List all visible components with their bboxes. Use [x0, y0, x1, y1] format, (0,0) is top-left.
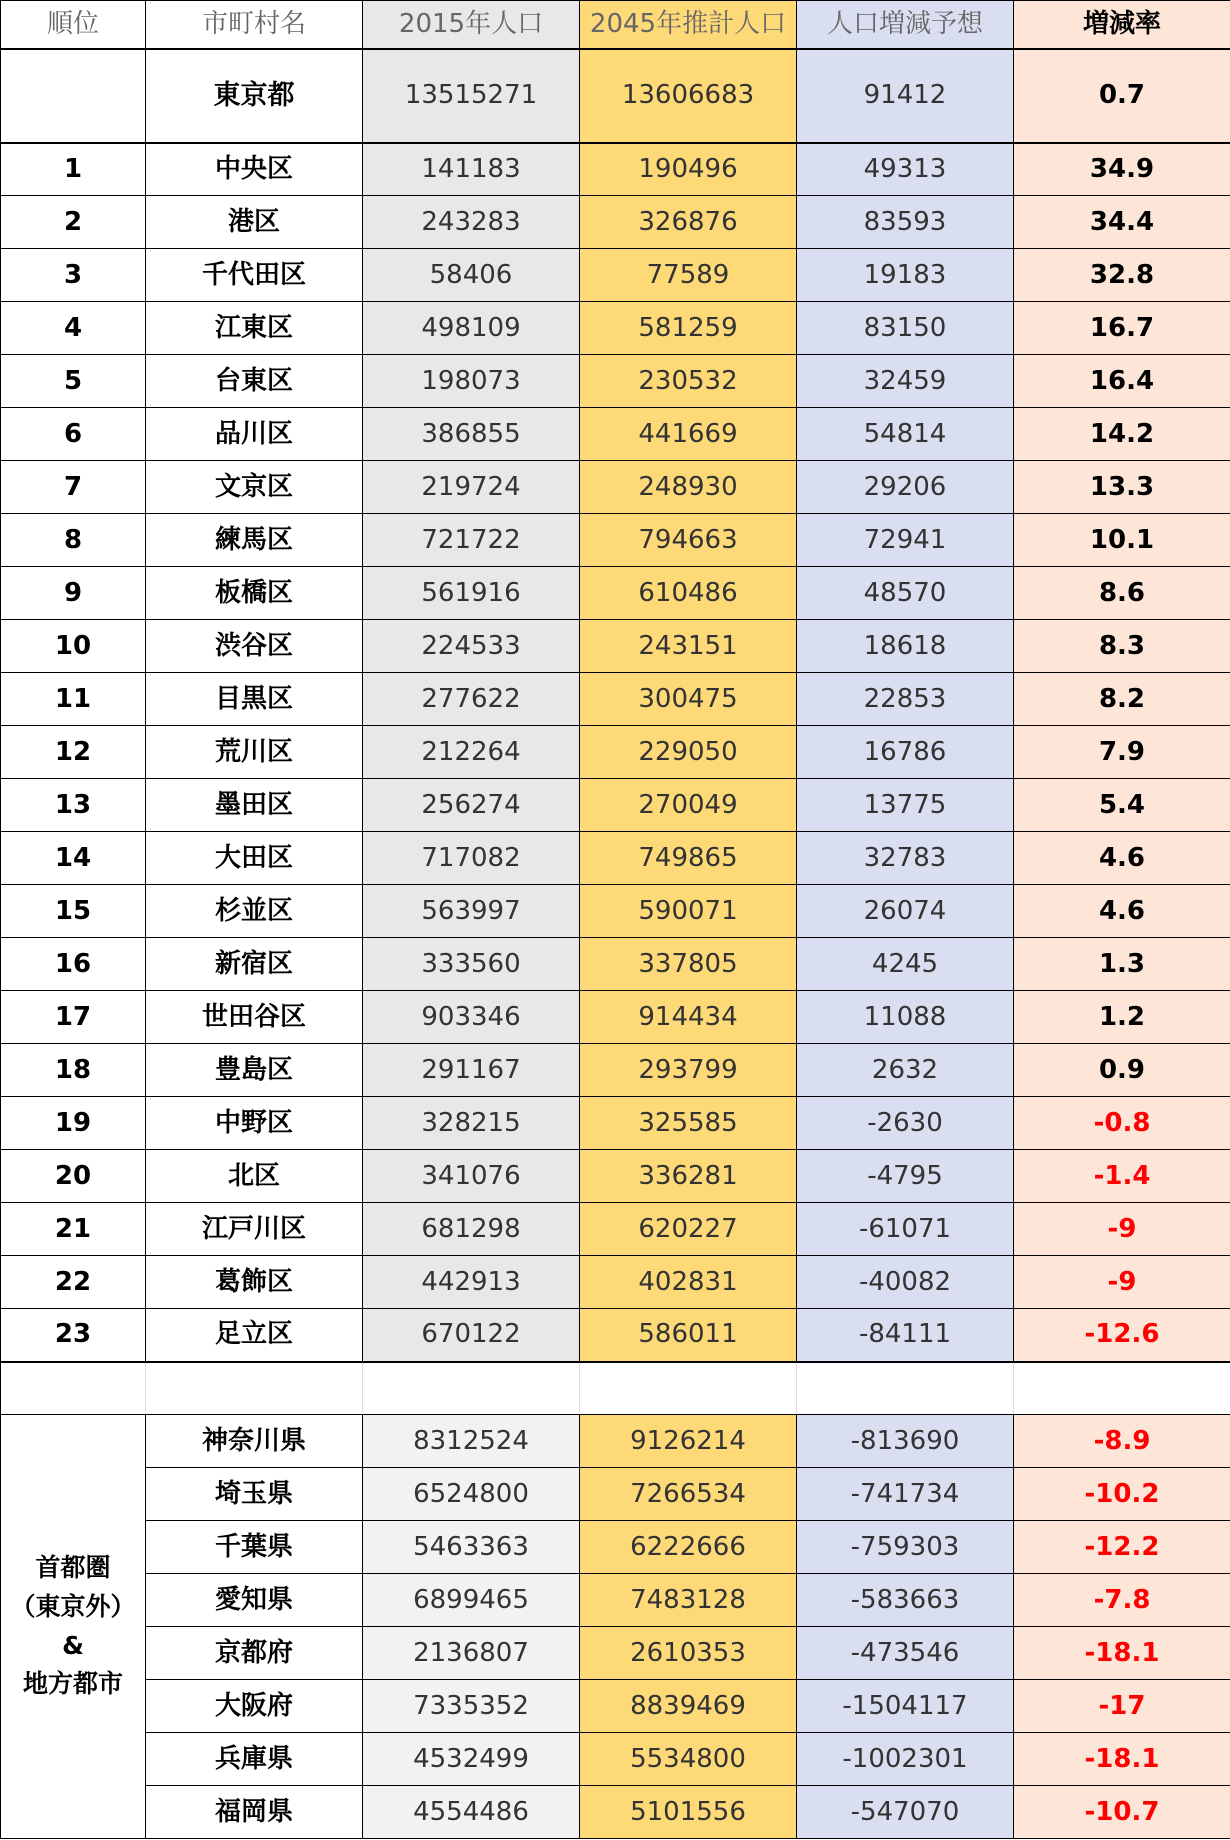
ward-row [1, 885, 1230, 938]
ward-name: 板橋区 [146, 567, 363, 620]
ward-name: 港区 [146, 196, 363, 249]
prefecture-pop2015: 5463363 [363, 1521, 580, 1574]
prefecture-row [1, 1521, 1230, 1574]
ward-row [1, 779, 1230, 832]
ward-rate: 13.3 [1014, 461, 1230, 514]
ward-diff: 29206 [797, 461, 1014, 514]
prefecture-pop2045: 5534800 [580, 1733, 797, 1786]
ward-rank: 9 [1, 567, 146, 620]
ward-diff: -61071 [797, 1203, 1014, 1256]
ward-rate: 8.6 [1014, 567, 1230, 620]
ward-diff: 18618 [797, 620, 1014, 673]
ward-pop2015: 243283 [363, 196, 580, 249]
ward-pop2045: 77589 [580, 249, 797, 302]
ward-pop2015: 291167 [363, 1044, 580, 1097]
ward-row [1, 726, 1230, 779]
ward-rate: 34.9 [1014, 143, 1230, 196]
ward-pop2045: 243151 [580, 620, 797, 673]
prefecture-diff: -741734 [797, 1468, 1014, 1521]
group-label-line: 地方都市 [22, 1669, 123, 1699]
ward-pop2045: 402831 [580, 1256, 797, 1309]
prefecture-name: 福岡県 [146, 1786, 363, 1839]
prefecture-rate: -10.2 [1014, 1468, 1230, 1521]
prefecture-pop2015: 2136807 [363, 1627, 580, 1680]
ward-pop2015: 212264 [363, 726, 580, 779]
ward-row [1, 938, 1230, 991]
header-rate: 増減率 [1014, 1, 1230, 49]
spacer-cell [580, 1362, 797, 1415]
ward-pop2045: 230532 [580, 355, 797, 408]
ward-rate: -12.6 [1014, 1309, 1230, 1362]
prefecture-rate: -18.1 [1014, 1733, 1230, 1786]
ward-name: 文京区 [146, 461, 363, 514]
ward-rank: 15 [1, 885, 146, 938]
prefecture-diff: -473546 [797, 1627, 1014, 1680]
ward-pop2015: 198073 [363, 355, 580, 408]
prefecture-rate: -17 [1014, 1680, 1230, 1733]
spacer-cell [146, 1362, 363, 1415]
prefecture-row [1, 1733, 1230, 1786]
tokyo-pop2015: 13515271 [363, 49, 580, 143]
ward-rank: 14 [1, 832, 146, 885]
ward-rank: 3 [1, 249, 146, 302]
ward-pop2045: 270049 [580, 779, 797, 832]
header-rank: 順位 [1, 1, 146, 49]
ward-row [1, 249, 1230, 302]
prefecture-name: 愛知県 [146, 1574, 363, 1627]
ward-diff: 54814 [797, 408, 1014, 461]
ward-row [1, 196, 1230, 249]
ward-name: 江戸川区 [146, 1203, 363, 1256]
prefecture-diff: -759303 [797, 1521, 1014, 1574]
ward-name: 台東区 [146, 355, 363, 408]
ward-pop2045: 248930 [580, 461, 797, 514]
ward-rank: 21 [1, 1203, 146, 1256]
ward-pop2045: 441669 [580, 408, 797, 461]
tokyo-rate: 0.7 [1014, 49, 1230, 143]
ward-rate: 16.4 [1014, 355, 1230, 408]
ward-name: 中央区 [146, 143, 363, 196]
ward-row [1, 1309, 1230, 1362]
ward-row [1, 143, 1230, 196]
group-label [1, 1415, 146, 1839]
group-label-line: & [62, 1630, 84, 1660]
ward-diff: 22853 [797, 673, 1014, 726]
prefecture-pop2045: 6222666 [580, 1521, 797, 1574]
ward-row [1, 832, 1230, 885]
ward-rank: 19 [1, 1097, 146, 1150]
prefecture-pop2015: 7335352 [363, 1680, 580, 1733]
ward-pop2045: 229050 [580, 726, 797, 779]
ward-diff: -40082 [797, 1256, 1014, 1309]
ward-pop2015: 498109 [363, 302, 580, 355]
ward-name: 墨田区 [146, 779, 363, 832]
tokyo-diff: 91412 [797, 49, 1014, 143]
ward-diff: -4795 [797, 1150, 1014, 1203]
prefecture-row [1, 1468, 1230, 1521]
prefecture-row [1, 1786, 1230, 1839]
ward-name: 大田区 [146, 832, 363, 885]
prefecture-pop2045: 9126214 [580, 1415, 797, 1468]
ward-diff: 48570 [797, 567, 1014, 620]
prefecture-row [1, 1574, 1230, 1627]
ward-rate: -1.4 [1014, 1150, 1230, 1203]
ward-pop2045: 325585 [580, 1097, 797, 1150]
spacer-cell [1014, 1362, 1230, 1415]
ward-row [1, 991, 1230, 1044]
ward-rate: 8.2 [1014, 673, 1230, 726]
header-name: 市町村名 [146, 1, 363, 49]
ward-diff: 13775 [797, 779, 1014, 832]
ward-rate: 16.7 [1014, 302, 1230, 355]
ward-rate: 34.4 [1014, 196, 1230, 249]
ward-pop2045: 581259 [580, 302, 797, 355]
header-pop2045: 2045年推計人口 [580, 1, 797, 49]
ward-pop2015: 341076 [363, 1150, 580, 1203]
ward-rate: 1.2 [1014, 991, 1230, 1044]
ward-name: 練馬区 [146, 514, 363, 567]
ward-pop2015: 561916 [363, 567, 580, 620]
ward-row [1, 1150, 1230, 1203]
tokyo-pop2045: 13606683 [580, 49, 797, 143]
ward-pop2045: 590071 [580, 885, 797, 938]
ward-rate: 32.8 [1014, 249, 1230, 302]
prefecture-diff: -813690 [797, 1415, 1014, 1468]
prefecture-rate: -12.2 [1014, 1521, 1230, 1574]
ward-diff: 2632 [797, 1044, 1014, 1097]
header-pop2015: 2015年人口 [363, 1, 580, 49]
ward-pop2015: 721722 [363, 514, 580, 567]
ward-pop2045: 749865 [580, 832, 797, 885]
spacer-cell [363, 1362, 580, 1415]
ward-name: 葛飾区 [146, 1256, 363, 1309]
ward-pop2015: 563997 [363, 885, 580, 938]
ward-rate: 7.9 [1014, 726, 1230, 779]
group-label-line: （東京外） [10, 1591, 136, 1621]
ward-rank: 17 [1, 991, 146, 1044]
prefecture-pop2015: 6524800 [363, 1468, 580, 1521]
ward-pop2045: 586011 [580, 1309, 797, 1362]
ward-row [1, 567, 1230, 620]
prefecture-pop2045: 7266534 [580, 1468, 797, 1521]
ward-row [1, 302, 1230, 355]
ward-pop2015: 219724 [363, 461, 580, 514]
ward-diff: 32783 [797, 832, 1014, 885]
prefecture-row [1, 1415, 1230, 1468]
ward-diff: 26074 [797, 885, 1014, 938]
ward-diff: 11088 [797, 991, 1014, 1044]
prefecture-rate: -18.1 [1014, 1627, 1230, 1680]
ward-rank: 16 [1, 938, 146, 991]
ward-pop2015: 681298 [363, 1203, 580, 1256]
header-diff: 人口増減予想 [797, 1, 1014, 49]
ward-rank: 2 [1, 196, 146, 249]
ward-pop2015: 386855 [363, 408, 580, 461]
ward-diff: 83593 [797, 196, 1014, 249]
ward-name: 千代田区 [146, 249, 363, 302]
prefecture-pop2045: 7483128 [580, 1574, 797, 1627]
ward-pop2045: 336281 [580, 1150, 797, 1203]
ward-rate: 4.6 [1014, 832, 1230, 885]
ward-pop2015: 333560 [363, 938, 580, 991]
ward-pop2045: 190496 [580, 143, 797, 196]
ward-diff: -2630 [797, 1097, 1014, 1150]
prefecture-pop2015: 6899465 [363, 1574, 580, 1627]
ward-rate: 10.1 [1014, 514, 1230, 567]
ward-rank: 23 [1, 1309, 146, 1362]
ward-pop2015: 141183 [363, 143, 580, 196]
ward-diff: 19183 [797, 249, 1014, 302]
ward-rate: 4.6 [1014, 885, 1230, 938]
ward-pop2045: 293799 [580, 1044, 797, 1097]
prefecture-rate: -8.9 [1014, 1415, 1230, 1468]
prefecture-name: 兵庫県 [146, 1733, 363, 1786]
ward-rank: 1 [1, 143, 146, 196]
ward-row [1, 1044, 1230, 1097]
header-row [1, 1, 1230, 49]
prefecture-diff: -583663 [797, 1574, 1014, 1627]
ward-name: 豊島区 [146, 1044, 363, 1097]
ward-rank: 20 [1, 1150, 146, 1203]
tokyo-rank [1, 49, 146, 143]
ward-rate: 1.3 [1014, 938, 1230, 991]
ward-rank: 6 [1, 408, 146, 461]
ward-name: 品川区 [146, 408, 363, 461]
ward-diff: 32459 [797, 355, 1014, 408]
ward-row [1, 355, 1230, 408]
ward-rate: -0.8 [1014, 1097, 1230, 1150]
ward-row [1, 1203, 1230, 1256]
ward-rank: 13 [1, 779, 146, 832]
prefecture-diff: -1002301 [797, 1733, 1014, 1786]
ward-rate: -9 [1014, 1203, 1230, 1256]
prefecture-pop2045: 5101556 [580, 1786, 797, 1839]
ward-pop2015: 670122 [363, 1309, 580, 1362]
ward-diff: 49313 [797, 143, 1014, 196]
ward-rate: 0.9 [1014, 1044, 1230, 1097]
ward-pop2045: 794663 [580, 514, 797, 567]
prefecture-rate: -7.8 [1014, 1574, 1230, 1627]
ward-rank: 4 [1, 302, 146, 355]
ward-pop2015: 256274 [363, 779, 580, 832]
spacer-cell [1, 1362, 146, 1415]
prefecture-diff: -1504117 [797, 1680, 1014, 1733]
ward-pop2045: 610486 [580, 567, 797, 620]
ward-name: 杉並区 [146, 885, 363, 938]
ward-name: 北区 [146, 1150, 363, 1203]
prefecture-row [1, 1627, 1230, 1680]
ward-diff: 72941 [797, 514, 1014, 567]
prefecture-pop2015: 4532499 [363, 1733, 580, 1786]
ward-pop2015: 328215 [363, 1097, 580, 1150]
prefecture-diff: -547070 [797, 1786, 1014, 1839]
ward-name: 新宿区 [146, 938, 363, 991]
ward-rank: 18 [1, 1044, 146, 1097]
ward-pop2015: 717082 [363, 832, 580, 885]
prefecture-name: 京都府 [146, 1627, 363, 1680]
ward-rate: 14.2 [1014, 408, 1230, 461]
ward-name: 目黒区 [146, 673, 363, 726]
prefecture-pop2015: 4554486 [363, 1786, 580, 1839]
ward-rank: 11 [1, 673, 146, 726]
ward-pop2015: 903346 [363, 991, 580, 1044]
ward-rank: 10 [1, 620, 146, 673]
ward-row [1, 1097, 1230, 1150]
ward-rank: 12 [1, 726, 146, 779]
ward-row [1, 408, 1230, 461]
prefecture-name: 埼玉県 [146, 1468, 363, 1521]
ward-pop2045: 326876 [580, 196, 797, 249]
prefecture-row [1, 1680, 1230, 1733]
ward-pop2045: 337805 [580, 938, 797, 991]
spacer-row [1, 1362, 1230, 1415]
ward-rank: 8 [1, 514, 146, 567]
ward-pop2015: 58406 [363, 249, 580, 302]
ward-rate: 8.3 [1014, 620, 1230, 673]
ward-rank: 5 [1, 355, 146, 408]
ward-row [1, 461, 1230, 514]
ward-name: 足立区 [146, 1309, 363, 1362]
tokyo-row [1, 49, 1230, 143]
prefecture-pop2015: 8312524 [363, 1415, 580, 1468]
ward-rank: 7 [1, 461, 146, 514]
ward-diff: 16786 [797, 726, 1014, 779]
ward-pop2015: 277622 [363, 673, 580, 726]
spacer-cell [797, 1362, 1014, 1415]
ward-pop2045: 620227 [580, 1203, 797, 1256]
ward-pop2045: 300475 [580, 673, 797, 726]
ward-pop2015: 224533 [363, 620, 580, 673]
ward-row [1, 620, 1230, 673]
ward-name: 中野区 [146, 1097, 363, 1150]
ward-name: 世田谷区 [146, 991, 363, 1044]
ward-name: 渋谷区 [146, 620, 363, 673]
ward-rate: 5.4 [1014, 779, 1230, 832]
prefecture-rate: -10.7 [1014, 1786, 1230, 1839]
ward-name: 江東区 [146, 302, 363, 355]
prefecture-name: 大阪府 [146, 1680, 363, 1733]
ward-pop2045: 914434 [580, 991, 797, 1044]
prefecture-name: 千葉県 [146, 1521, 363, 1574]
prefecture-name: 神奈川県 [146, 1415, 363, 1468]
ward-row [1, 1256, 1230, 1309]
ward-pop2015: 442913 [363, 1256, 580, 1309]
group-label-line: 首都圏 [35, 1553, 111, 1582]
ward-name: 荒川区 [146, 726, 363, 779]
ward-row [1, 514, 1230, 567]
prefecture-pop2045: 8839469 [580, 1680, 797, 1733]
ward-diff: 4245 [797, 938, 1014, 991]
prefecture-pop2045: 2610353 [580, 1627, 797, 1680]
tokyo-name: 東京都 [146, 49, 363, 143]
ward-rank: 22 [1, 1256, 146, 1309]
ward-diff: -84111 [797, 1309, 1014, 1362]
ward-diff: 83150 [797, 302, 1014, 355]
ward-rate: -9 [1014, 1256, 1230, 1309]
ward-row [1, 673, 1230, 726]
